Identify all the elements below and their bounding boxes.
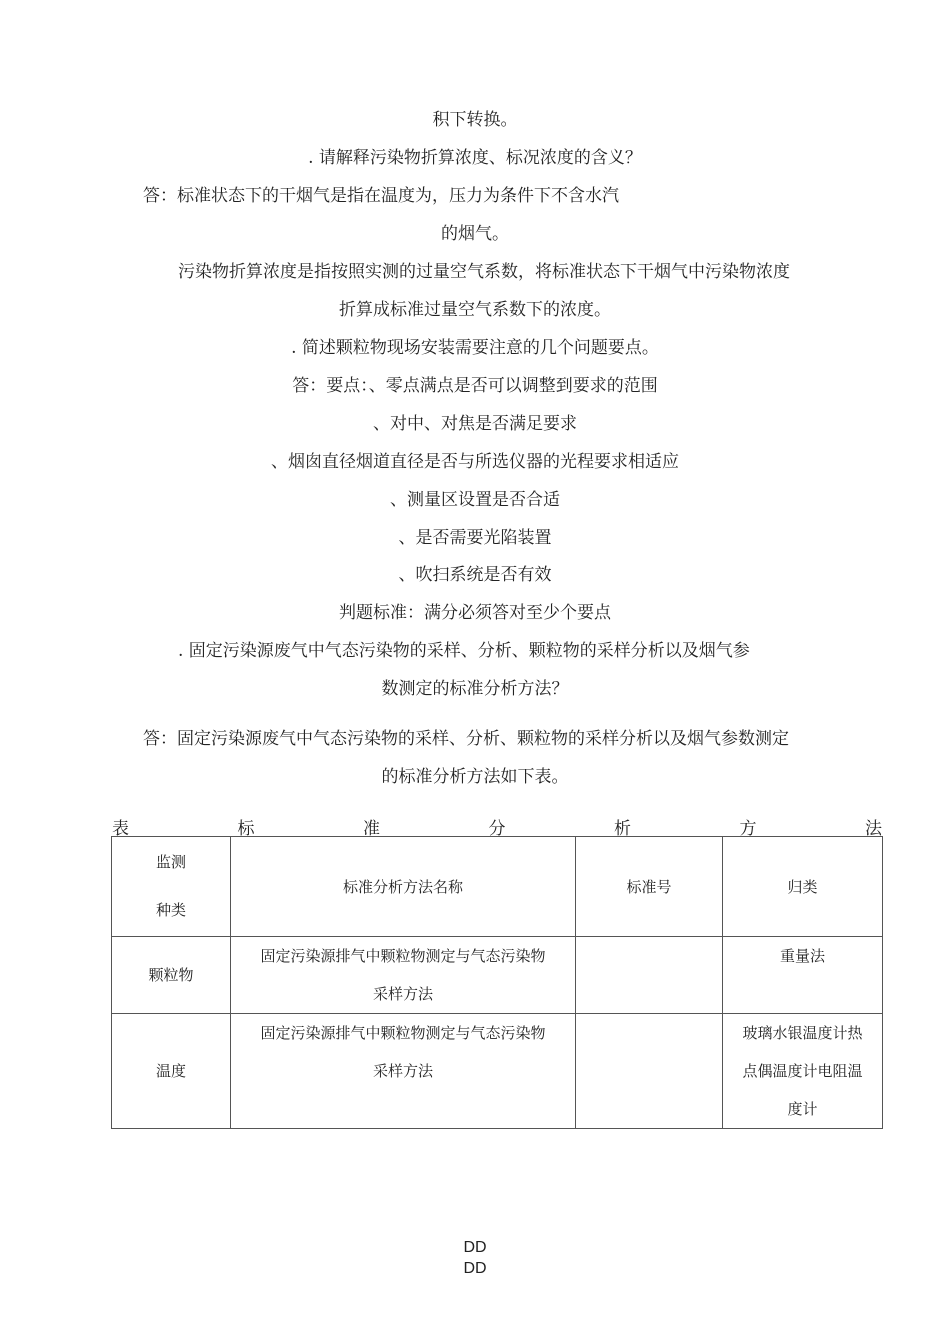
answer-text: 的标准分析方法如下表。 xyxy=(381,767,569,787)
answer-text: 答：要点：、零点满点是否可以调整到要求的范围 xyxy=(292,376,658,396)
table-row xyxy=(112,937,883,1014)
caption-char: 法 xyxy=(865,819,882,839)
caption-char: 准 xyxy=(363,819,380,839)
row-method-line1: 固定污染源排气中颗粒物测定与气态污染物 xyxy=(260,1024,546,1042)
answer-text: 折算成标准过量空气系数下的浓度。 xyxy=(339,300,611,320)
table-row xyxy=(112,1014,883,1129)
row-method-line2: 采样方法 xyxy=(372,985,433,1003)
standard-methods-table xyxy=(111,836,883,1129)
header-category-line2: 种类 xyxy=(155,901,186,919)
question-heading: . 简述颗粒物现场安装需要注意的几个问题要点。 xyxy=(291,338,659,358)
row-method-cell xyxy=(231,937,576,1014)
row-standard-no xyxy=(576,937,723,1014)
header-classification: 归类 xyxy=(723,837,883,937)
answer-point: 、测量区设置是否合适 xyxy=(390,490,560,510)
answer-point: 、是否需要光陷装置 xyxy=(398,528,552,548)
row-classification-line3: 度计 xyxy=(787,1100,818,1118)
question-heading: 数测定的标准分析方法？ xyxy=(381,679,569,699)
caption-char: 分 xyxy=(488,819,506,839)
header-standard-no: 标准号 xyxy=(576,837,723,937)
row-classification-line2: 点偶温度计电阻温 xyxy=(742,1062,863,1080)
answer-text: 答：固定污染源废气中气态污染物的采样、分析、颗粒物的采样分析以及烟气参数测定 xyxy=(143,729,789,749)
question-heading: . 固定污染源废气中气态污染物的采样、分析、颗粒物的采样分析以及烟气参 xyxy=(178,641,750,661)
caption-char: 标 xyxy=(237,819,255,839)
text-line: 积下转换。 xyxy=(432,110,518,130)
row-category: 温度 xyxy=(112,1014,231,1129)
question-heading: . 请解释污染物折算浓度、标况浓度的含义？ xyxy=(308,148,642,168)
answer-text: 的烟气。 xyxy=(441,224,509,244)
caption-char: 析 xyxy=(614,819,631,839)
page-footer-line2: DD xyxy=(463,1260,487,1277)
header-category-cell xyxy=(112,837,231,937)
page-footer-line1: DD xyxy=(463,1239,487,1256)
row-category: 颗粒物 xyxy=(112,937,231,1014)
answer-text: 答：标准状态下的干烟气是指在温度为，压力为条件下不含水汽 xyxy=(143,186,619,206)
row-classification-line1: 重量法 xyxy=(779,947,825,965)
header-method-name: 标准分析方法名称 xyxy=(231,837,576,937)
header-category-line1: 监测 xyxy=(155,853,186,871)
row-method-line1: 固定污染源排气中颗粒物测定与气态污染物 xyxy=(260,947,546,965)
grading-standard: 判题标准：满分必须答对至少个要点 xyxy=(339,603,611,623)
row-classification-cell xyxy=(723,1014,883,1129)
row-classification-cell xyxy=(723,937,883,1014)
answer-point: 、吹扫系统是否有效 xyxy=(398,565,552,585)
answer-text: 污染物折算浓度是指按照实测的过量空气系数，将标准状态下干烟气中污染物浓度 xyxy=(178,262,790,282)
caption-char: 表 xyxy=(112,819,129,839)
row-method-line2: 采样方法 xyxy=(372,1062,433,1080)
row-method-cell xyxy=(231,1014,576,1129)
table-header-row xyxy=(112,837,883,937)
row-standard-no xyxy=(576,1014,723,1129)
answer-point: 、烟囱直径烟道直径是否与所选仪器的光程要求相适应 xyxy=(271,452,679,472)
answer-point: 、对中、对焦是否满足要求 xyxy=(373,414,577,434)
caption-char: 方 xyxy=(739,819,757,839)
row-classification-line1: 玻璃水银温度计热 xyxy=(742,1024,863,1042)
